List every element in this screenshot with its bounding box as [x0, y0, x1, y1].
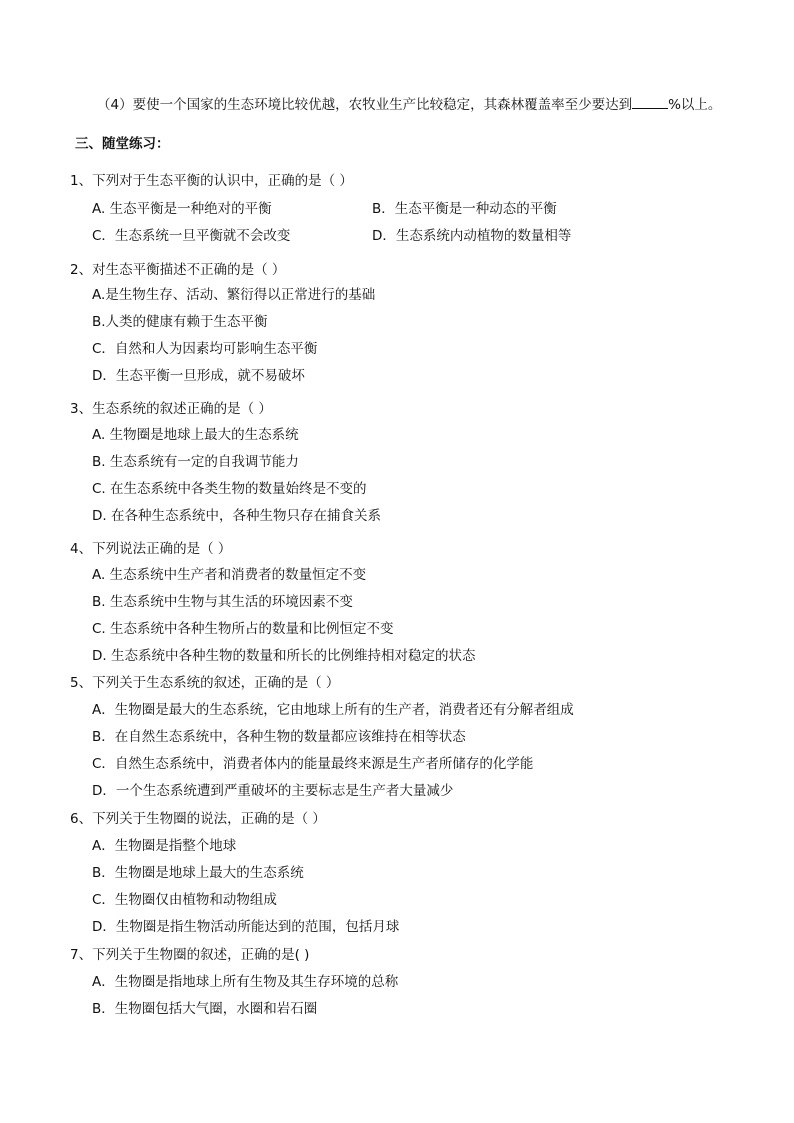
option-d: D．生态平衡一旦形成，就不易破坏	[92, 368, 305, 384]
option-b: B．生物圈是地球上最大的生态系统	[92, 865, 304, 881]
question-stem: 5、下列关于生态系统的叙述，正确的是（ ）	[70, 675, 340, 691]
option-b: B．在自然生态系统中，各种生物的数量都应该维持在相等状态	[92, 729, 466, 745]
option-d: D．生物圈是指生物活动所能达到的范围，包括月球	[92, 919, 400, 935]
intro-prefix: （4）要使一个国家的生态环境比较优越，农牧业生产比较稳定，其森林覆盖率至少要达到	[97, 97, 633, 113]
option-c: C．自然生态系统中，消费者体内的能量最终来源是生产者所储存的化学能	[92, 756, 534, 772]
option-d: D. 在各种生态系统中，各种生物只存在捕食关系	[92, 508, 381, 524]
question-stem: 2、对生态平衡描述不正确的是（ ）	[70, 262, 286, 278]
option-a: A．生物圈是最大的生态系统，它由地球上所有的生产者，消费者还有分解者组成	[92, 702, 574, 718]
question-stem: 3、生态系统的叙述正确的是（ ）	[70, 401, 272, 417]
option-d: D. 生态系统中各种生物的数量和所长的比例维持相对稳定的状态	[92, 648, 476, 664]
option-d: D．生态系统内动植物的数量相等	[372, 228, 572, 244]
option-b: B．生物圈包括大气圈，水圈和岩石圈	[92, 1001, 318, 1017]
option-c: C. 在生态系统中各类生物的数量始终是不变的	[92, 481, 367, 497]
option-a: A. 生态平衡是一种绝对的平衡	[92, 201, 272, 217]
option-c: C．生态系统一旦平衡就不会改变	[92, 228, 291, 244]
option-c: C．自然和人为因素均可影响生态平衡	[92, 341, 318, 357]
option-d: D．一个生态系统遭到严重破坏的主要标志是生产者大量减少	[92, 783, 454, 799]
intro-line	[97, 96, 721, 114]
intro-suffix: %以上。	[668, 97, 722, 113]
option-a: A. 生态系统中生产者和消费者的数量恒定不变	[92, 567, 367, 583]
option-b: B．生态平衡是一种动态的平衡	[372, 201, 557, 217]
option-b: B.人类的健康有赖于生态平衡	[92, 314, 268, 330]
answer-blank[interactable]	[632, 96, 668, 109]
option-a: A.是生物生存、活动、繁衍得以正常进行的基础	[92, 287, 376, 303]
option-c: C．生物圈仅由植物和动物组成	[92, 892, 277, 908]
option-b: B. 生态系统有一定的自我调节能力	[92, 454, 299, 470]
question-stem: 1、下列对于生态平衡的认识中，正确的是（ ）	[70, 173, 353, 189]
option-a: A. 生物圈是地球上最大的生态系统	[92, 427, 299, 443]
section-title: 三、随堂练习：	[75, 136, 170, 152]
option-a: A．生物圈是指地球上所有生物及其生存环境的总称	[92, 974, 399, 990]
question-stem: 7、下列关于生物圈的叙述，正确的是( )	[70, 947, 310, 963]
question-stem: 4、下列说法正确的是（ ）	[70, 541, 232, 557]
option-b: B. 生态系统中生物与其生活的环境因素不变	[92, 594, 353, 610]
question-stem: 6、下列关于生物圈的说法，正确的是（ ）	[70, 811, 326, 827]
option-a: A．生物圈是指整个地球	[92, 838, 237, 854]
option-c: C. 生态系统中各种生物所占的数量和比例恒定不变	[92, 621, 394, 637]
